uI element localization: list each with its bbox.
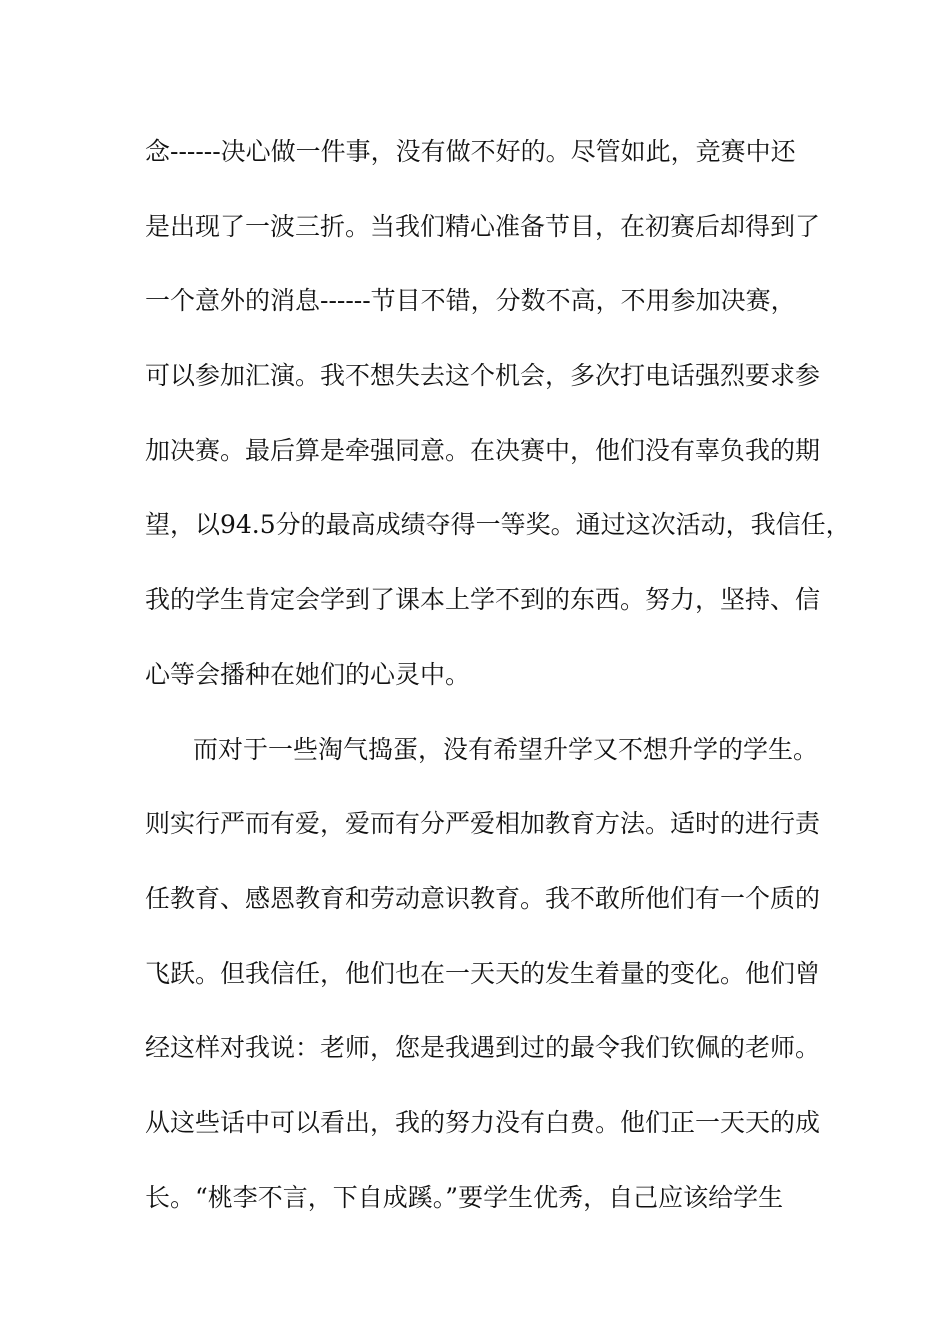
text-line: 任教育、感恩教育和劳动意识教育。我不敢所他们有一个质的 [145, 883, 821, 913]
text-line: 是出现了一波三折。当我们精心准备节目，在初赛后却得到了 [145, 211, 821, 241]
paragraph-start-line: 而对于一些淘气捣蛋，没有希望升学又不想升学的学生。 [193, 734, 819, 764]
body-text [145, 132, 851, 1252]
text-line: 念------决心做一件事，没有做不好的。尽管如此，竞赛中还 [145, 137, 796, 166]
text-line: 经这样对我说：老师，您是我遇到过的最令我们钦佩的老师。 [145, 1033, 821, 1063]
text-line: 加决赛。最后算是牵强同意。在决赛中，他们没有辜负我的期 [145, 435, 821, 465]
text-line: 长。“桃李不言，下自成蹊。”要学生优秀，自己应该给学生 [145, 1182, 784, 1212]
text-line: 我的学生肯定会学到了课本上学不到的东西。努力，坚持、信 [145, 585, 821, 615]
text-line: 心等会播种在她们的心灵中。 [145, 659, 471, 689]
text-line: 望，以94.5分的最高成绩夺得一等奖。通过这次活动，我信任， [145, 510, 851, 540]
text-line: 从这些话中可以看出，我的努力没有白费。他们正一天天的成 [145, 1107, 821, 1137]
text-line: 飞跃。但我信任，他们也在一天天的发生着量的变化。他们曾 [145, 958, 821, 988]
text-line: 则实行严而有爱，爱而有分严爱相加教育方法。适时的进行责 [145, 809, 821, 839]
text-line: 可以参加汇演。我不想失去这个机会，多次打电话强烈要求参 [145, 361, 821, 391]
text-line: 一个意外的消息------节目不错，分数不高，不用参加决赛， [145, 286, 796, 316]
